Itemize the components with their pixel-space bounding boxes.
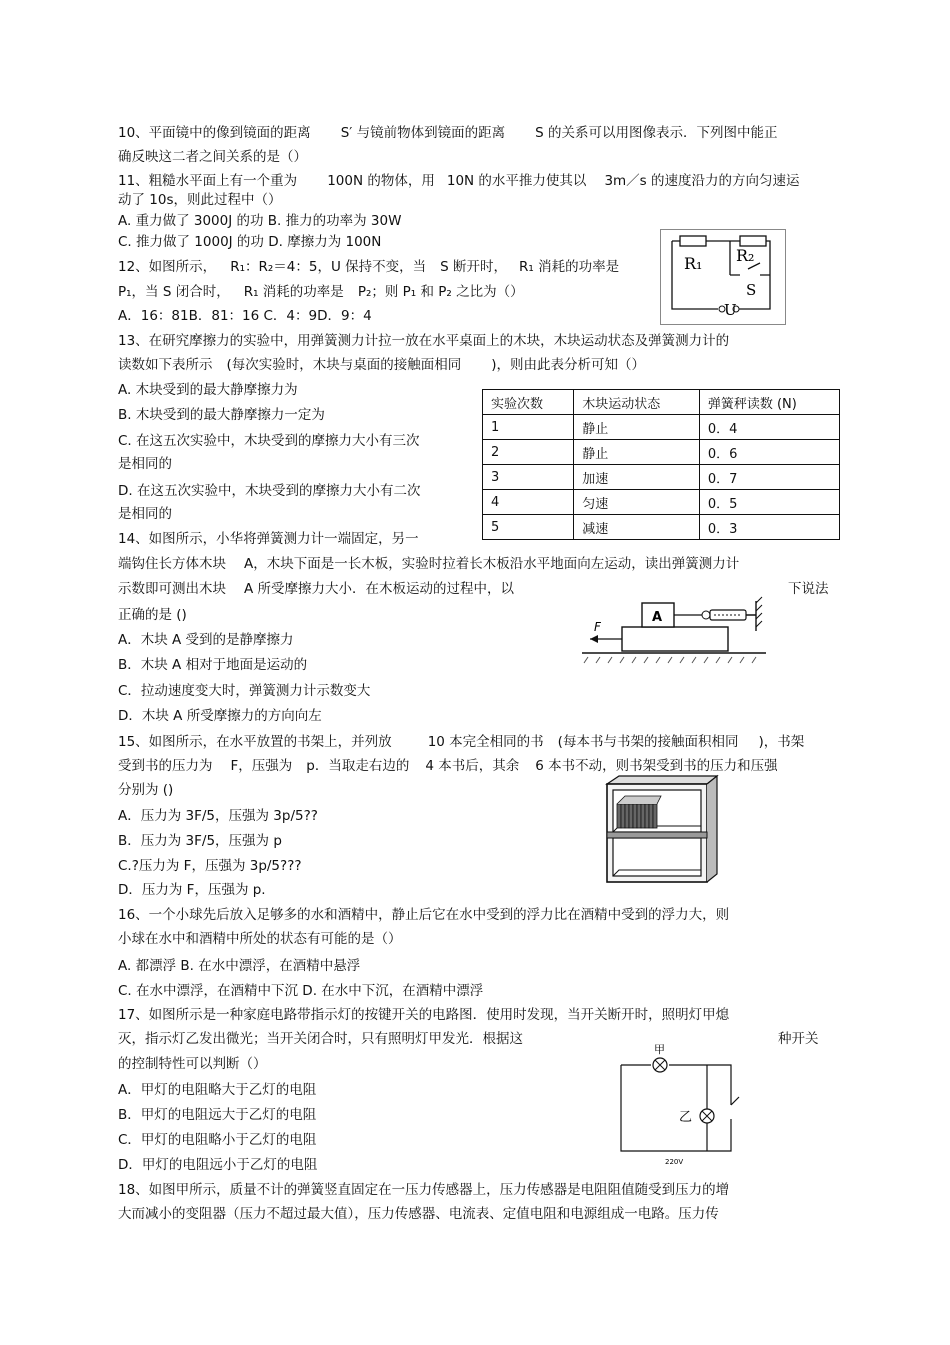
q12-text-e: P₁，当 S 闭合时， [118,284,230,300]
q16-options-cd: C. 在水中漂浮，在酒精中下沉 D. 在水中下沉，在酒精中漂浮 [118,983,484,999]
q15-line2 [118,757,778,775]
q11-line1 [118,172,800,190]
q10-line2: 确反映这二者之间关系的是（） [118,149,307,165]
q13-results-table [482,389,840,540]
table-cell: 匀速 [574,490,700,515]
q17-fig-voltage-label: 220V [665,1158,684,1166]
table-row [483,440,840,465]
q14-text-d: A 所受摩擦力大小．在木板运动的过程中，以 [244,581,515,597]
q12-fig-r1: R₁ [684,254,703,273]
q17-fig-lamp-b-label: 乙 [679,1110,693,1125]
q13-text-a: 读数如下表所示 [118,357,213,373]
table-row [483,465,840,490]
q17-line1: 17、如图所示是一种家庭电路带指示灯的按键开关的电路图．使用时发现，当开关断开时，照明灯甲熄 [118,1007,730,1023]
table-cell: 1 [483,415,574,440]
q15-line3: 分别为 () [118,782,174,798]
q12-text-g: P₂；则 P₁ 和 P₂ 之比为（） [357,284,524,300]
q13-text-c: )，则由此表分析可知（） [491,357,646,373]
q16-line1: 16、一个小球先后放入足够多的水和酒精中，静止后它在水中受到的浮力比在酒精中受到的浮力大，则 [118,907,730,923]
q16-line2: 小球在水中和酒精中所处的状态有可能的是（） [118,931,402,947]
q12-line2 [118,283,524,301]
q14-text-a: 端钩住长方体木块 [118,556,226,572]
q10-text-a: 10、平面镜中的像到镜面的距离 [118,125,311,141]
q11-line2: 动了 10s，则此过程中（） [118,192,282,208]
q18-line2: 大而减小的变阻器（压力不超过最大值），压力传感器、电流表、定值电阻和电源组成一电路。压力传 [118,1206,719,1222]
q15-text-a: 15、如图所示，在水平放置的书架上，并列放 [118,734,392,750]
q13-option-c-line1: C. 在这五次实验中，木块受到的摩擦力大小有三次 [118,433,420,449]
q14-line2 [118,555,739,573]
q18-line1: 18、如图甲所示，质量不计的弹簧竖直固定在一压力传感器上，压力传感器是电阻阻值随受到压力的增 [118,1182,730,1198]
q13-text-b: (每次实验时，木块与桌面的接触面相同 [226,357,462,373]
q12-circuit-figure [660,229,786,325]
q12-options: A．16：81B．81：16 C．4：9D．9：4 [118,308,372,324]
q15-text-i: 6 本书不动，则书架受到书的压力和压强 [535,758,778,774]
q12-fig-s: S [746,281,757,299]
q15-text-f: F，压强为 [230,758,293,774]
q15-text-e: 受到书的压力为 [118,758,213,774]
table-header-cell: 弹簧秤读数 (N) [699,390,839,415]
q14-spring-figure [580,587,770,673]
q15-bookshelf-figure [603,774,721,886]
table-cell: 加速 [574,465,700,490]
q17-circuit-figure [603,1039,763,1167]
q17-option-c: C．甲灯的电阻略小于乙灯的电阻 [118,1132,317,1148]
q15-text-h: 4 本书后，其余 [425,758,520,774]
q15-line1 [118,733,804,751]
table-cell: 静止 [574,440,700,465]
q17-option-d: D．甲灯的电阻远小于乙灯的电阻 [118,1157,318,1173]
q14-fig-block-label: A [652,610,663,625]
table-row [483,490,840,515]
q15-text-g: p．当取走右边的 [306,758,410,774]
q11-text-a: 11、粗糙水平面上有一个重为 [118,173,298,189]
q12-text-f: R₁ 消耗的功率是 [243,284,344,300]
table-header-cell: 木块运动状态 [574,390,700,415]
q17-option-b: B．甲灯的电阻远大于乙灯的电阻 [118,1107,317,1123]
q13-option-c-line2: 是相同的 [118,456,172,472]
q13-line1: 13、在研究摩擦力的实验中，用弹簧测力计拉一放在水平桌面上的木块，木块运动状态及弹簧测力计的 [118,333,730,349]
q11-options-cd: C. 推力做了 1000J 的功 D. 摩擦力为 100N [118,234,382,250]
q13-line2 [118,356,645,374]
q14-line3 [118,580,514,598]
q11-options-ab: A. 重力做了 3000J 的功 B. 推力的功率为 30W [118,213,402,229]
q12-text-d: R₁ 消耗的功率是 [519,259,620,275]
q16-options-ab: A. 都漂浮 B. 在水中漂浮，在酒精中悬浮 [118,958,361,974]
q12-text-b: R₁：R₂＝4：5，U 保持不变，当 [230,259,427,275]
q17-line2: 灭，指示灯乙发出微光；当开关闭合时，只有照明灯甲发光．根据这 [118,1031,523,1047]
table-header-row [483,390,840,415]
q10-text-b: S′ 与镜前物体到镜面的距离 [340,125,506,141]
q15-text-d: )，书架 [758,734,805,750]
q13-option-a: A. 木块受到的最大静摩擦力为 [118,382,298,398]
q10-line1 [118,124,778,142]
q14-option-c: C．拉动速度变大时，弹簧测力计示数变大 [118,683,371,699]
table-row [483,515,840,540]
q15-option-a: A．压力为 3F/5，压强为 3p/5?? [118,808,318,824]
q12-fig-u: U [724,301,737,319]
q12-text-a: 12、如图所示， [118,259,217,275]
table-cell: 0．5 [699,490,839,515]
q13-option-d-line2: 是相同的 [118,506,172,522]
q17-option-a: A．甲灯的电阻略大于乙灯的电阻 [118,1082,317,1098]
q15-option-d: D．压力为 F，压强为 p. [118,882,266,898]
q15-text-b: 10 本完全相同的书 [427,734,544,750]
table-cell: 3 [483,465,574,490]
q14-line4: 正确的是 () [118,607,187,623]
table-cell: 减速 [574,515,700,540]
q12-fig-r2: R₂ [736,246,755,265]
table-header-cell: 实验次数 [483,390,574,415]
table-cell: 0．3 [699,515,839,540]
table-cell: 0．6 [699,440,839,465]
q13-option-d-line1: D. 在这五次实验中，木块受到的摩擦力大小有二次 [118,483,421,499]
table-cell: 2 [483,440,574,465]
table-row [483,415,840,440]
q13-option-b: B. 木块受到的最大静摩擦力一定为 [118,407,325,423]
q14-text-b: A，木块下面是一长木板，实验时拉着长木板沿水平地面向左运动，读出弹簧测力计 [244,556,740,572]
q12-line1 [118,258,619,276]
table-cell: 静止 [574,415,700,440]
q11-text-d: 3m／s 的速度沿力的方向匀速运 [604,173,800,189]
q14-option-d: D．木块 A 所受摩擦力的方向向左 [118,708,322,724]
q17-line3: 的控制特性可以判断（） [118,1056,267,1072]
q17-fig-lamp-a-label: 甲 [654,1043,665,1056]
q14-option-b: B．木块 A 相对于地面是运动的 [118,657,308,673]
q10-text-c: S 的关系可以用图像表示．下列图中能正 [535,125,778,141]
table-cell: 0．4 [699,415,839,440]
q15-text-c: (每本书与书架的接触面积相同 [557,734,739,750]
table-cell: 4 [483,490,574,515]
q14-option-a: A．木块 A 受到的是静摩擦力 [118,632,294,648]
q11-text-b: 100N 的物体，用 [327,173,435,189]
q14-text-c: 示数即可测出木块 [118,581,226,597]
table-cell: 0．7 [699,465,839,490]
q17-line2-end: 种开关 [778,1031,819,1047]
q11-text-c: 10N 的水平推力使其以 [446,173,587,189]
q15-option-c: C.?压力为 F，压强为 3p/5??? [118,858,302,874]
q15-option-b: B．压力为 3F/5，压强为 p [118,833,282,849]
table-cell: 5 [483,515,574,540]
q14-fig-force-label: F [594,620,601,634]
q14-line1: 14、如图所示，小华将弹簧测力计一端固定，另一 [118,531,419,547]
q14-text-e: 下说法 [788,581,829,597]
q12-text-c: S 断开时， [440,259,507,275]
